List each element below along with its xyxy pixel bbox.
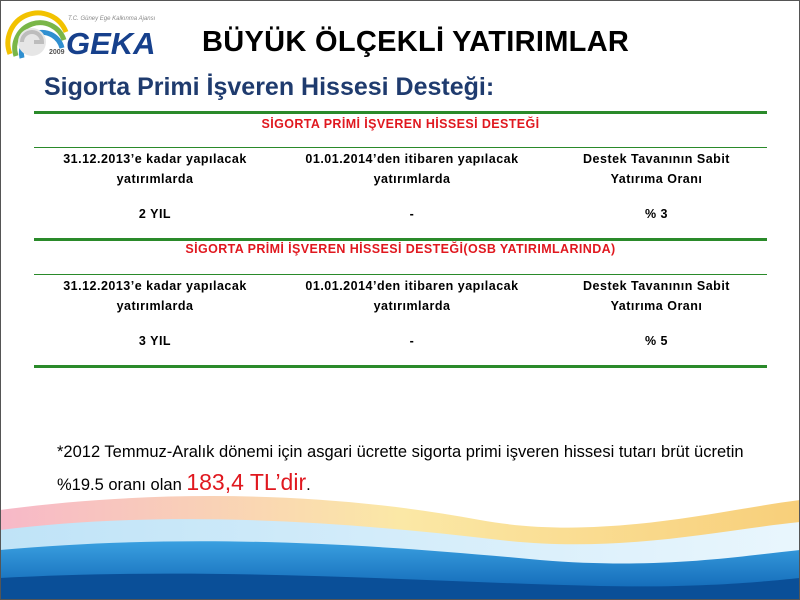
table-caption: SİGORTA PRİMİ İŞVEREN HİSSESİ DESTEĞİ bbox=[261, 117, 540, 131]
table-header-rule bbox=[34, 274, 767, 275]
header-cell-ratio: Destek Tavanının Sabit Yatırıma Oranı bbox=[583, 279, 730, 313]
decorative-wave bbox=[0, 470, 800, 600]
value-cell-after-2014: - bbox=[409, 334, 415, 348]
section-subtitle: Sigorta Primi İşveren Hissesi Desteği: bbox=[44, 73, 495, 101]
geka-logo bbox=[4, 2, 184, 62]
value-cell-ratio: % 5 bbox=[644, 334, 669, 348]
value-cell-before-2014: 2 YIL bbox=[138, 207, 172, 221]
footnote-text: *2012 Temmuz-Aralık dönemi için asgari ücrette sigorta primi işveren hissesi tutarı brüt ücretin %19.5 oranı olan bbox=[57, 443, 744, 494]
table-header-rule bbox=[34, 147, 767, 148]
table-top-rule bbox=[34, 111, 767, 114]
table-top-rule bbox=[34, 238, 767, 241]
value-cell-ratio: % 3 bbox=[644, 207, 669, 221]
header-cell-after-2014: 01.01.2014’den itibaren yapılacak yatırımlarda bbox=[305, 152, 519, 186]
header-cell-before-2014: 31.12.2013’e kadar yapılacak yatırımlarda bbox=[63, 152, 247, 186]
footnote-amount: 183,4 TL’dir bbox=[186, 469, 307, 495]
header-cell-after-2014: 01.01.2014’den itibaren yapılacak yatırımlarda bbox=[305, 279, 519, 313]
table-caption: SİGORTA PRİMİ İŞVEREN HİSSESİ DESTEĞİ(OSB YATIRIMLARINDA) bbox=[185, 242, 616, 256]
agency-name: T.C. Güney Ege Kalkınma Ajansı bbox=[68, 16, 156, 22]
header-cell-before-2014: 31.12.2013’e kadar yapılacak yatırımlarda bbox=[63, 279, 247, 313]
table-bottom-rule bbox=[34, 365, 767, 368]
value-cell-before-2014: 3 YIL bbox=[138, 334, 172, 348]
value-cell-after-2014: - bbox=[409, 207, 415, 221]
footnote-end: . bbox=[306, 476, 311, 494]
page-title: BÜYÜK ÖLÇEKLİ YATIRIMLAR bbox=[202, 26, 630, 58]
logo-year: 2009 bbox=[49, 49, 65, 56]
header-cell-ratio: Destek Tavanının Sabit Yatırıma Oranı bbox=[583, 152, 730, 186]
brand-name: GEKA bbox=[66, 26, 156, 61]
